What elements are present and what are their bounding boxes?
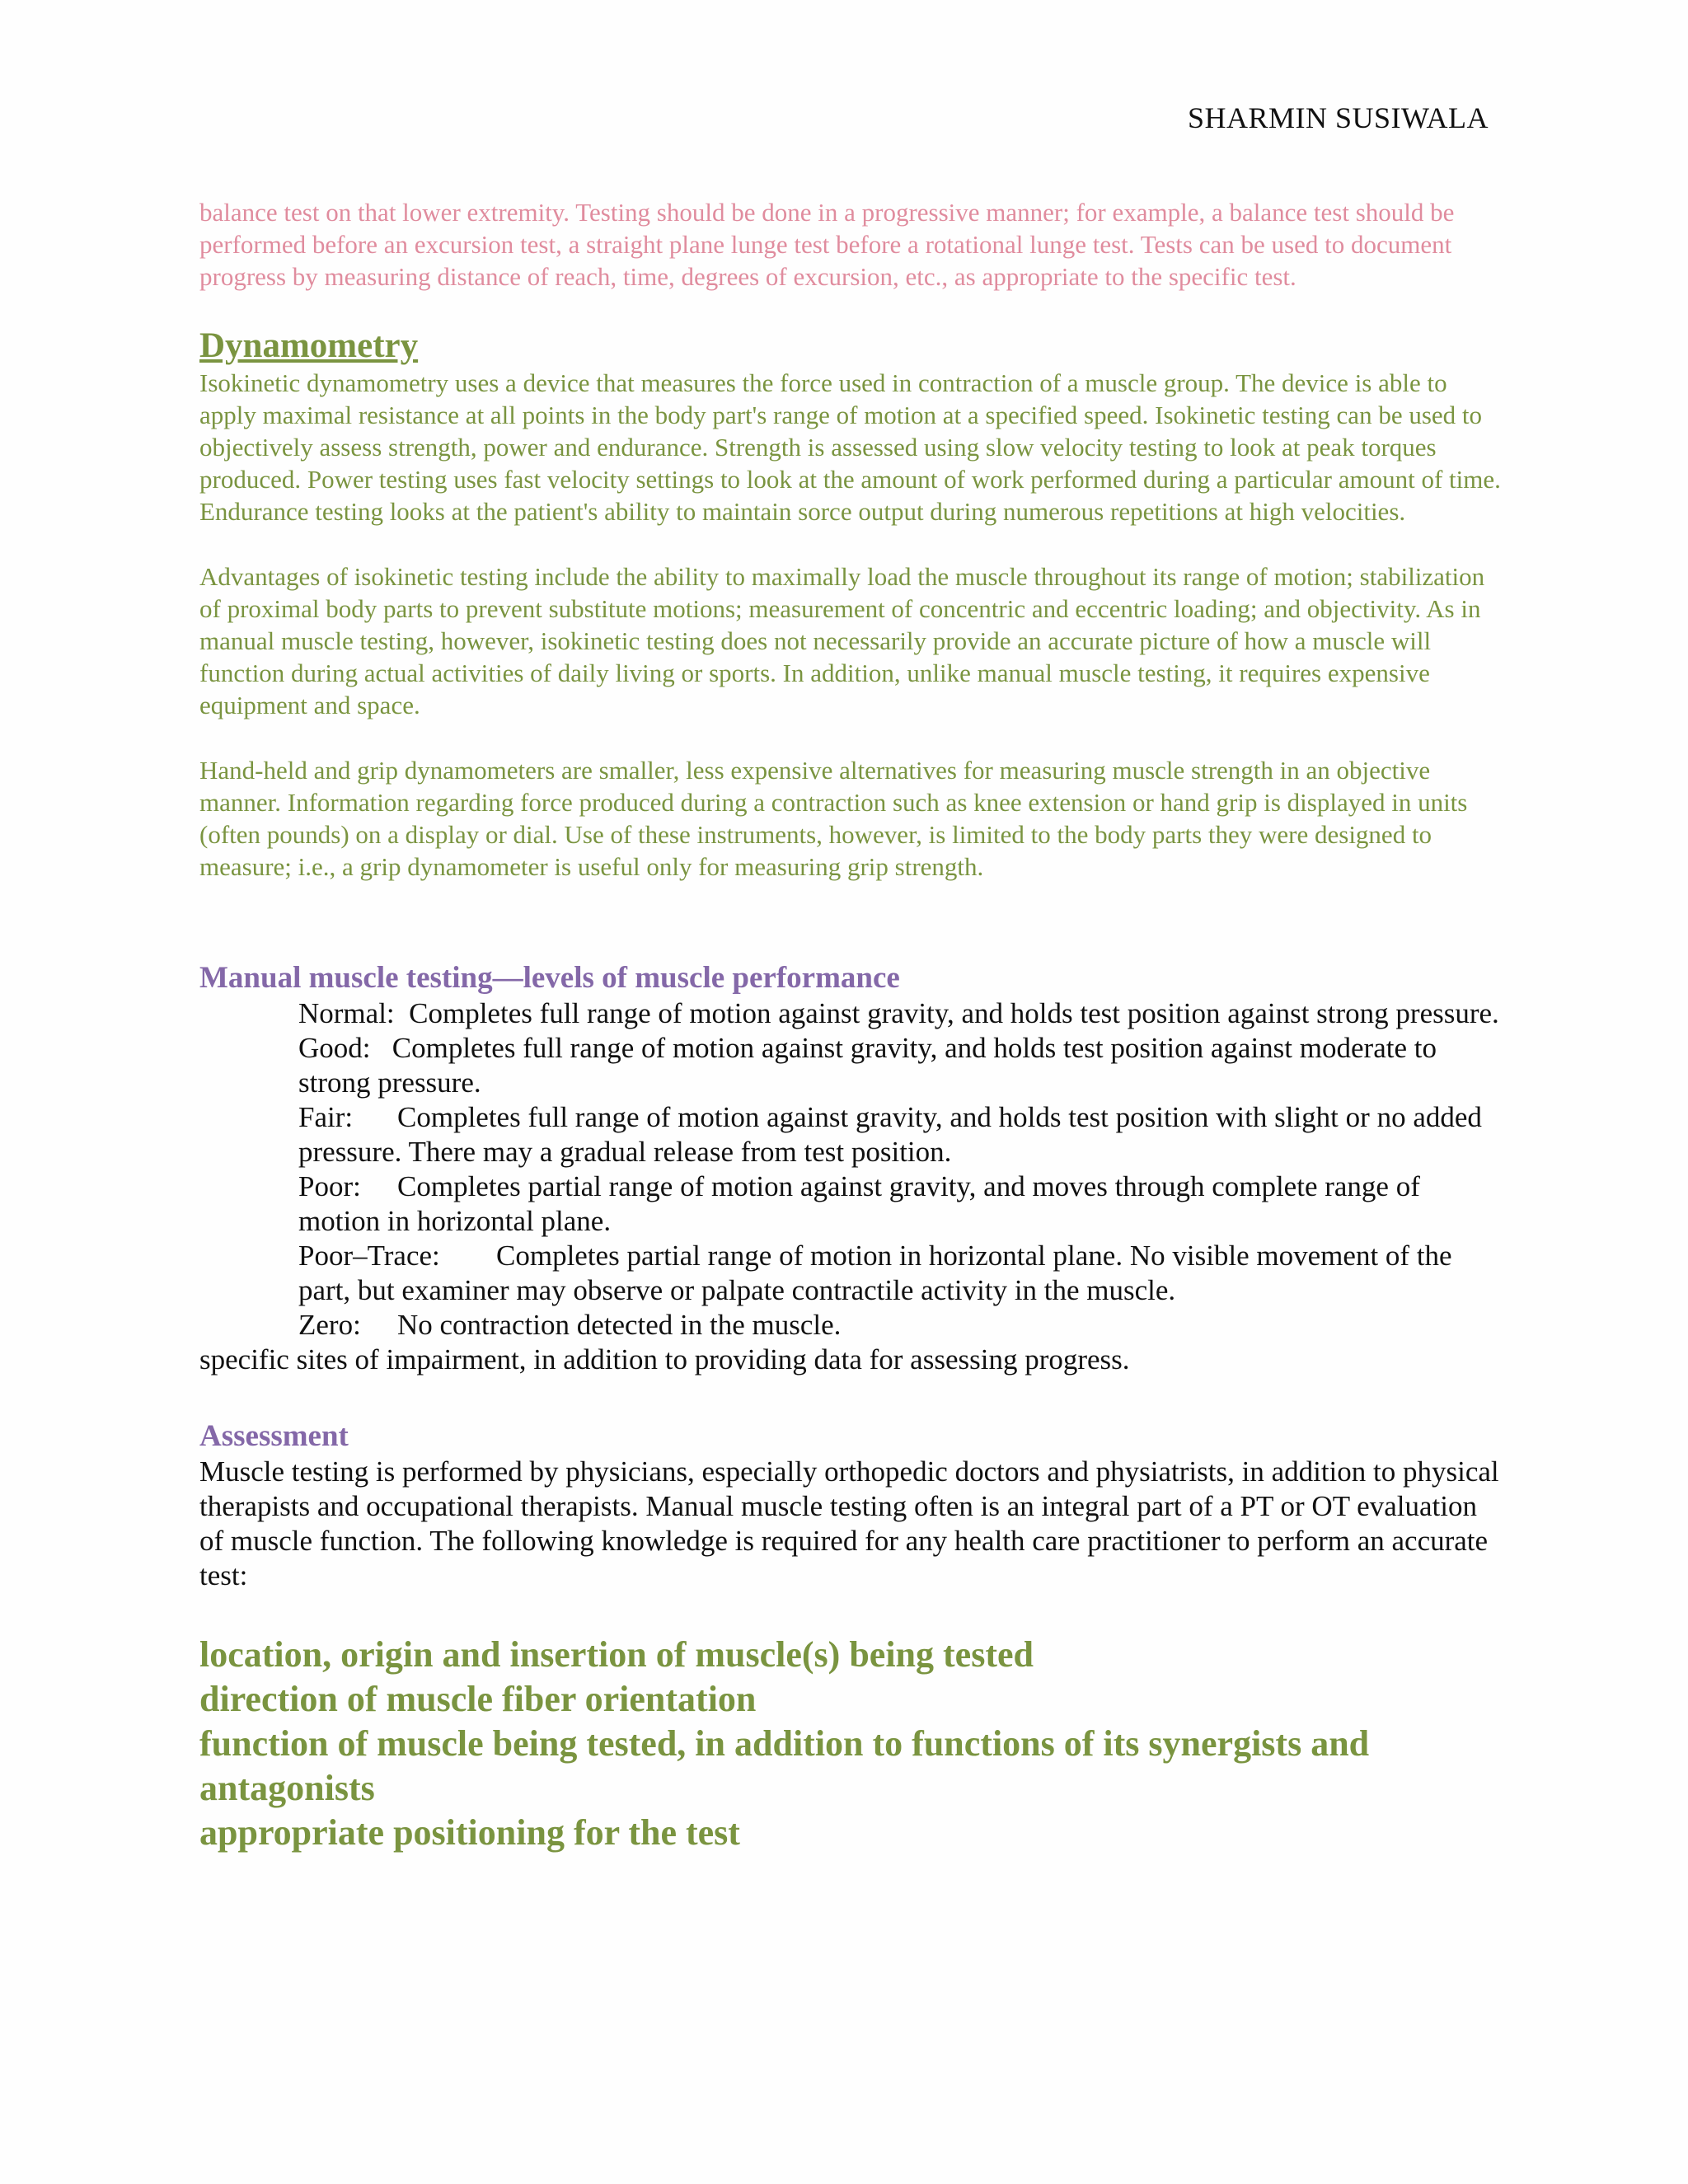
author-header: SHARMIN SUSIWALA (1187, 101, 1489, 134)
level-label: Poor: (298, 1170, 361, 1202)
level-label: Fair: (298, 1101, 354, 1133)
knowledge-item: function of muscle being tested, in addition to functions of its synergists and antagonists (199, 1723, 1370, 1808)
level-poor (298, 1169, 1502, 1239)
knowledge-item: location, origin and insertion of muscle(s) being tested (199, 1634, 1034, 1675)
muscle-levels-list (199, 996, 1502, 1343)
dynamometry-paragraph-3: Hand-held and grip dynamometers are smaller, less expensive alternatives for measuring muscle strength in an objective manner. Information regarding force produced during a contraction such as knee extension or hand grip is displayed in units (often pounds) on a display or dial. Use of these instruments, however, is limited to the body parts they were designed to measure; i.e., a grip dynamometer is useful only for measuring grip strength. (199, 756, 1468, 881)
level-description: Completes full range of motion against gravity, and holds test position against strong pressure. (409, 997, 1499, 1029)
assessment-heading: Assessment (199, 1419, 349, 1453)
level-label: Normal: (298, 997, 395, 1029)
level-zero (298, 1308, 1502, 1343)
level-fair (298, 1100, 1502, 1169)
level-label: Poor–Trace: (298, 1240, 440, 1272)
dynamometry-heading: Dynamometry (199, 326, 419, 365)
intro-paragraph: balance test on that lower extremity. Testing should be done in a progressive manner; for example, a balance test should be performed before an excursion test, a straight plane lunge test before a rotational lunge test. Tests can be used to document progress by measuring distance of reach, time, degrees of excursion, etc., as appropriate to the specific test. (199, 198, 1455, 291)
manual-testing-trailing-text: specific sites of impairment, in addition to providing data for assessing progress. (199, 1343, 1130, 1376)
dynamometry-paragraph-1: Isokinetic dynamometry uses a device that measures the force used in contraction of a muscle group. The device is able to apply maximal resistance at all points in the body part's range of motion at a specified speed. Isokinetic testing can be used to objectively assess strength, power and endurance. Strength is assessed using slow velocity testing to look at peak torques produced. Power testing uses fast velocity settings to look at the amount of work performed during a particular amount of time. Endurance testing looks at the patient's ability to maintain sorce output during numerous repetitions at high velocities. (199, 368, 1501, 526)
level-good (298, 1031, 1502, 1100)
level-description: Completes full range of motion against gravity, and holds test position against moderate to strong pressure. (298, 1032, 1437, 1099)
level-poor-trace (298, 1239, 1502, 1308)
level-description: Completes partial range of motion in horizontal plane. No visible movement of the part, but examiner may observe or palpate contractile activity in the muscle. (298, 1240, 1452, 1306)
level-normal (298, 996, 1502, 1031)
level-description: Completes full range of motion against gravity, and holds test position with slight or no added pressure. There may a gradual release from test position. (298, 1101, 1482, 1168)
assessment-paragraph: Muscle testing is performed by physicians, especially orthopedic doctors and physiatrists, in addition to physical therapists and occupational therapists. Manual muscle testing often is an integral part of a PT or OT evaluation of muscle function. The following knowledge is required for any health care practitioner to perform an accurate test: (199, 1455, 1499, 1591)
knowledge-item: direction of muscle fiber orientation (199, 1679, 757, 1719)
manual-testing-heading: Manual muscle testing—levels of muscle performance (199, 961, 900, 995)
level-description: No contraction detected in the muscle. (397, 1309, 842, 1341)
page-content (199, 196, 1502, 1855)
level-label: Good: (298, 1032, 371, 1064)
dynamometry-paragraph-2: Advantages of isokinetic testing include the ability to maximally load the muscle throughout its range of motion; stabilization of proximal body parts to prevent substitute motions; measurement of concentric and eccentric loading; and objectivity. As in manual muscle testing, however, isokinetic testing does not necessarily provide an accurate picture of how a muscle will function during actual activities of daily living or sports. In addition, unlike manual muscle testing, it requires expensive equipment and space. (199, 562, 1485, 719)
knowledge-item: appropriate positioning for the test (199, 1812, 740, 1853)
level-description: Completes partial range of motion against gravity, and moves through complete range of motion in horizontal plane. (298, 1170, 1420, 1237)
level-label: Zero: (298, 1309, 361, 1341)
required-knowledge-list (199, 1633, 1502, 1855)
